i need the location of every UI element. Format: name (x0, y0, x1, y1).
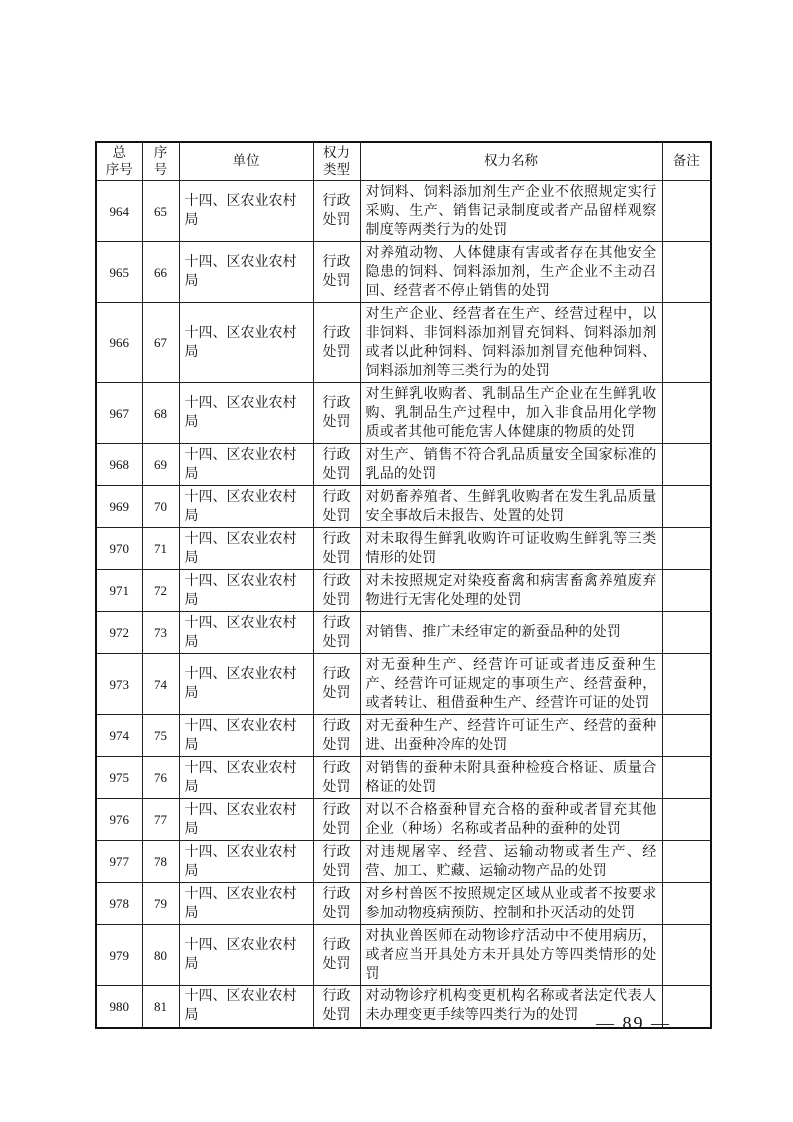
row-total-no: 975 (96, 757, 142, 799)
row-total-no: 968 (96, 444, 142, 486)
row-power-name: 对执业兽医师在动物诊疗活动中不使用病历，或者应当开具处方未开具处方等四类情形的处罚 (360, 925, 662, 986)
row-remark (662, 303, 711, 383)
table-row (96, 799, 711, 841)
table-row (96, 612, 711, 654)
row-total-no: 969 (96, 486, 142, 528)
row-seq-no: 66 (142, 242, 179, 303)
row-power-type: 行政处罚 (313, 654, 360, 715)
table-row (96, 757, 711, 799)
row-unit: 十四、区农业农村局 (179, 383, 313, 444)
row-power-type: 行政处罚 (313, 444, 360, 486)
header-row (96, 142, 711, 181)
row-remark (662, 242, 711, 303)
row-remark (662, 444, 711, 486)
table-row (96, 715, 711, 757)
row-unit: 十四、区农业农村局 (179, 799, 313, 841)
row-seq-no: 81 (142, 986, 179, 1028)
row-unit: 十四、区农业农村局 (179, 841, 313, 883)
row-power-type: 行政处罚 (313, 486, 360, 528)
table-row (96, 925, 711, 986)
row-remark (662, 486, 711, 528)
row-power-name: 对养殖动物、人体健康有害或者存在其他安全隐患的饲料、饲料添加剂，生产企业不主动召回、经营者不停止销售的处罚 (360, 242, 662, 303)
row-total-no: 977 (96, 841, 142, 883)
row-power-type: 行政处罚 (313, 799, 360, 841)
row-total-no: 970 (96, 528, 142, 570)
row-power-type: 行政处罚 (313, 986, 360, 1028)
power-list-table (95, 141, 712, 1029)
row-seq-no: 70 (142, 486, 179, 528)
table-row (96, 841, 711, 883)
row-seq-no: 68 (142, 383, 179, 444)
row-power-name: 对饲料、饲料添加剂生产企业不依照规定实行采购、生产、销售记录制度或者产品留样观察制度等两类行为的处罚 (360, 181, 662, 242)
row-power-name: 对未取得生鲜乳收购许可证收购生鲜乳等三类情形的处罚 (360, 528, 662, 570)
header-remark: 备注 (662, 142, 711, 181)
row-power-name: 对销售、推广未经审定的新蚕品种的处罚 (360, 612, 662, 654)
row-unit: 十四、区农业农村局 (179, 242, 313, 303)
row-seq-no: 65 (142, 181, 179, 242)
row-power-type: 行政处罚 (313, 570, 360, 612)
row-total-no: 978 (96, 883, 142, 925)
row-seq-no: 79 (142, 883, 179, 925)
row-remark (662, 715, 711, 757)
header-power-name: 权力名称 (360, 142, 662, 181)
row-total-no: 972 (96, 612, 142, 654)
row-remark (662, 528, 711, 570)
page-number: — 89 — (596, 1013, 671, 1033)
row-total-no: 964 (96, 181, 142, 242)
table-body (96, 181, 711, 1028)
row-remark (662, 883, 711, 925)
row-seq-no: 72 (142, 570, 179, 612)
table-header (96, 142, 711, 181)
table-row (96, 486, 711, 528)
header-seq-no: 序 号 (142, 142, 179, 181)
table-row (96, 883, 711, 925)
row-power-name: 对生产企业、经营者在生产、经营过程中，以非饲料、非饲料添加剂冒充饲料、饲料添加剂或者以此种饲料、饲料添加剂冒充他种饲料、饲料添加剂等三类行为的处罚 (360, 303, 662, 383)
table-row (96, 444, 711, 486)
row-unit: 十四、区农业农村局 (179, 570, 313, 612)
row-seq-no: 78 (142, 841, 179, 883)
row-remark (662, 799, 711, 841)
row-power-name: 对未按照规定对染疫畜禽和病害畜禽养殖废弃物进行无害化处理的处罚 (360, 570, 662, 612)
row-remark (662, 757, 711, 799)
row-power-type: 行政处罚 (313, 883, 360, 925)
row-total-no: 976 (96, 799, 142, 841)
row-total-no: 967 (96, 383, 142, 444)
row-remark (662, 654, 711, 715)
row-remark (662, 925, 711, 986)
table-row (96, 654, 711, 715)
row-unit: 十四、区农业农村局 (179, 883, 313, 925)
row-total-no: 966 (96, 303, 142, 383)
row-power-type: 行政处罚 (313, 242, 360, 303)
row-unit: 十四、区农业农村局 (179, 715, 313, 757)
row-unit: 十四、区农业农村局 (179, 528, 313, 570)
row-unit: 十四、区农业农村局 (179, 986, 313, 1028)
row-seq-no: 76 (142, 757, 179, 799)
row-power-name: 对无蚕种生产、经营许可证生产、经营的蚕种进、出蚕种冷库的处罚 (360, 715, 662, 757)
row-power-type: 行政处罚 (313, 715, 360, 757)
row-remark (662, 841, 711, 883)
table-row (96, 181, 711, 242)
row-remark (662, 181, 711, 242)
row-remark (662, 383, 711, 444)
row-seq-no: 80 (142, 925, 179, 986)
row-power-name: 对以不合格蚕种冒充合格的蚕种或者冒充其他企业（种场）名称或者品种的蚕种的处罚 (360, 799, 662, 841)
row-total-no: 965 (96, 242, 142, 303)
row-total-no: 980 (96, 986, 142, 1028)
row-power-type: 行政处罚 (313, 925, 360, 986)
row-seq-no: 75 (142, 715, 179, 757)
table-row (96, 383, 711, 444)
row-total-no: 974 (96, 715, 142, 757)
row-remark (662, 612, 711, 654)
table-row (96, 528, 711, 570)
row-power-name: 对动物诊疗机构变更机构名称或者法定代表人未办理变更手续等四类行为的处罚 (360, 986, 662, 1028)
header-unit: 单位 (179, 142, 313, 181)
row-seq-no: 77 (142, 799, 179, 841)
row-power-name: 对乡村兽医不按照规定区域从业或者不按要求参加动物疫病预防、控制和扑灭活动的处罚 (360, 883, 662, 925)
row-unit: 十四、区农业农村局 (179, 181, 313, 242)
row-power-type: 行政处罚 (313, 181, 360, 242)
row-seq-no: 67 (142, 303, 179, 383)
row-total-no: 979 (96, 925, 142, 986)
row-power-type: 行政处罚 (313, 841, 360, 883)
row-remark (662, 570, 711, 612)
table-row (96, 570, 711, 612)
row-unit: 十四、区农业农村局 (179, 486, 313, 528)
row-power-type: 行政处罚 (313, 757, 360, 799)
row-power-type: 行政处罚 (313, 528, 360, 570)
row-power-type: 行政处罚 (313, 303, 360, 383)
row-seq-no: 71 (142, 528, 179, 570)
row-seq-no: 73 (142, 612, 179, 654)
header-power-type: 权力 类型 (313, 142, 360, 181)
row-power-name: 对奶畜养殖者、生鲜乳收购者在发生乳品质量安全事故后未报告、处置的处罚 (360, 486, 662, 528)
row-power-name: 对销售的蚕种未附具蚕种检疫合格证、质量合格证的处罚 (360, 757, 662, 799)
header-total-no: 总 序号 (96, 142, 142, 181)
row-unit: 十四、区农业农村局 (179, 303, 313, 383)
row-total-no: 971 (96, 570, 142, 612)
row-power-type: 行政处罚 (313, 612, 360, 654)
row-unit: 十四、区农业农村局 (179, 925, 313, 986)
row-power-name: 对违规屠宰、经营、运输动物或者生产、经营、加工、贮藏、运输动物产品的处罚 (360, 841, 662, 883)
row-power-name: 对无蚕种生产、经营许可证或者违反蚕种生产、经营许可证规定的事项生产、经营蚕种，或者转让、租借蚕种生产、经营许可证的处罚 (360, 654, 662, 715)
row-unit: 十四、区农业农村局 (179, 654, 313, 715)
row-power-name: 对生产、销售不符合乳品质量安全国家标准的乳品的处罚 (360, 444, 662, 486)
table-row (96, 303, 711, 383)
row-unit: 十四、区农业农村局 (179, 612, 313, 654)
row-unit: 十四、区农业农村局 (179, 444, 313, 486)
row-seq-no: 69 (142, 444, 179, 486)
row-total-no: 973 (96, 654, 142, 715)
row-power-name: 对生鲜乳收购者、乳制品生产企业在生鲜乳收购、乳制品生产过程中，加入非食品用化学物质或者其他可能危害人体健康的物质的处罚 (360, 383, 662, 444)
row-unit: 十四、区农业农村局 (179, 757, 313, 799)
row-seq-no: 74 (142, 654, 179, 715)
table-row (96, 242, 711, 303)
row-power-type: 行政处罚 (313, 383, 360, 444)
